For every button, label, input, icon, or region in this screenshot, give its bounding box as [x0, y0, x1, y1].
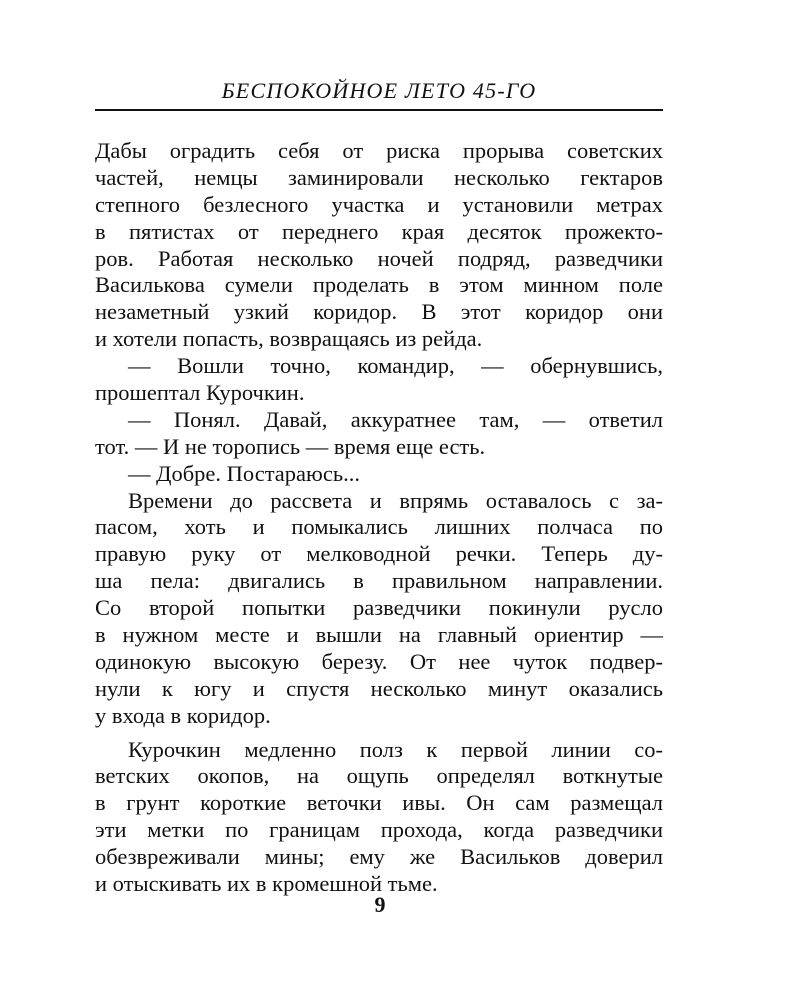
paragraph [95, 488, 663, 730]
text-line: ветских окопов, на ощупь определял воткнутые [95, 763, 663, 789]
text-line: и хотели попасть, возвращаясь из рейда. [95, 326, 483, 352]
text-line: одинокую высокую березу. От нее чуток подвер- [95, 648, 663, 674]
text-line: степного безлесного участка и установили метрах [95, 191, 663, 217]
paragraph [95, 138, 663, 353]
paragraph-gap [95, 730, 663, 737]
text-line: Дабы оградить себя от риска прорыва советских [95, 138, 663, 163]
text-line: Со второй попытки разведчики покинули русло [95, 595, 663, 621]
text-line: прошептал Курочкин. [95, 380, 305, 406]
page-number: 9 [374, 892, 386, 917]
text-line: — Добре. Постараюсь... [128, 460, 360, 486]
text-line: ров. Работая несколько ночей подряд, разведчики [95, 245, 663, 271]
text-line: эти метки по границам прохода, когда разведчики [95, 817, 663, 843]
text-line: частей, немцы заминировали несколько гектаров [95, 164, 663, 190]
text-line: — Понял. Давай, аккуратнее там, — ответил [128, 406, 663, 432]
paragraph [95, 353, 663, 407]
paragraph [95, 737, 663, 898]
text-line: обезвреживали мины; ему же Васильков доверил [95, 844, 663, 870]
text-line: незаметный узкий коридор. В этот коридор они [95, 299, 663, 325]
paragraph [95, 461, 663, 488]
running-header: БЕСПОКОЙНОЕ ЛЕТО 45-ГО [221, 78, 537, 103]
text-line: нули к югу и спустя несколько минут оказались [95, 675, 663, 701]
text-line: ша пела: двигались в правильном направлении. [95, 568, 663, 594]
text-line: Василькова сумели проделать в этом минном поле [95, 272, 663, 298]
header-rule [95, 109, 663, 111]
text-line: в грунт короткие веточки ивы. Он сам размещал [95, 790, 663, 816]
text-line: в пятистах от переднего края десяток прожекто- [95, 218, 663, 244]
text-line: тот. — И не торопись — время еще есть. [95, 433, 486, 459]
text-line: в нужном месте и вышли на главный ориентир — [95, 622, 663, 648]
text-line: правую руку от мелководной речки. Теперь ду- [95, 541, 663, 567]
text-line: Курочкин медленно полз к первой линии со- [128, 736, 663, 762]
paragraph [95, 407, 663, 461]
text-line: — Вошли точно, командир, — обернувшись, [128, 353, 663, 379]
text-line: и отыскивать их в кромешной тьме. [95, 871, 438, 897]
body-text [95, 138, 663, 898]
text-line: у входа в коридор. [95, 702, 271, 728]
text-line: Времени до рассвета и впрямь оставалось с за- [128, 487, 663, 513]
text-line: пасом, хоть и помыкались лишних полчаса по [95, 514, 663, 540]
